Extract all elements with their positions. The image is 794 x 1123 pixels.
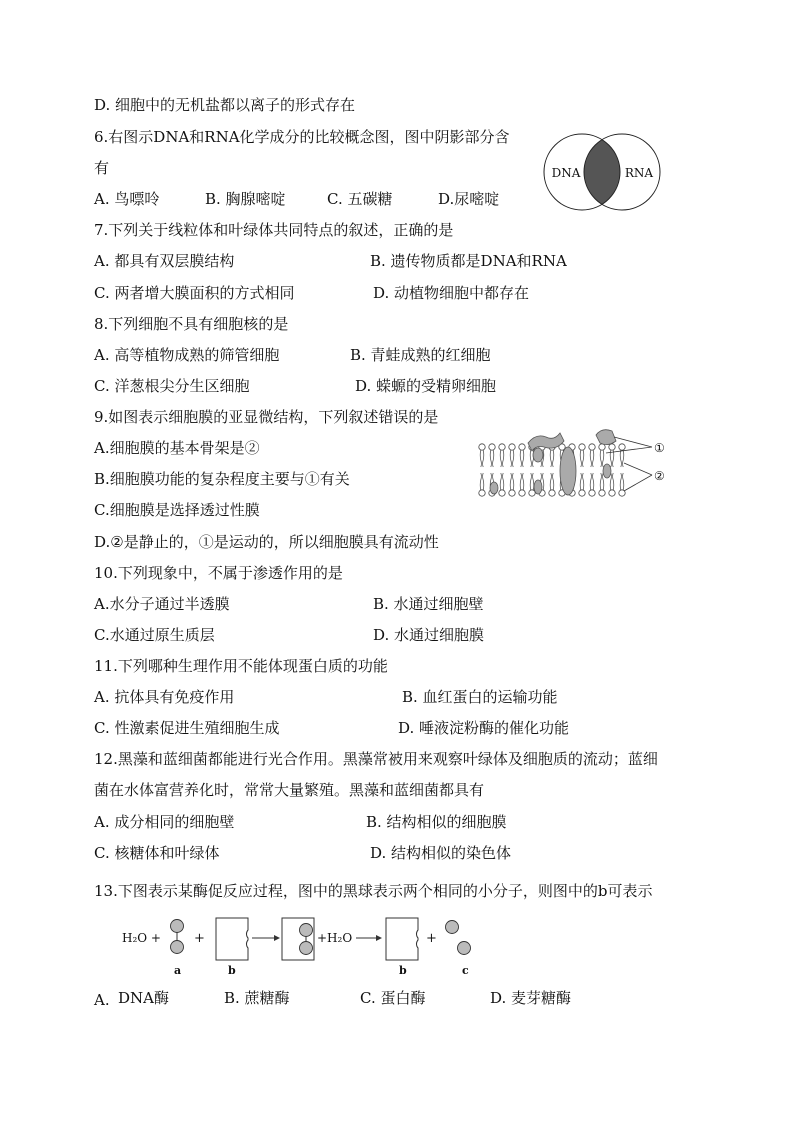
product-c-2 (458, 942, 471, 955)
phospholipid-tail (530, 473, 531, 490)
q7-stem: 7.下列关于线粒体和叶绿体共同特点的叙述，正确的是 (94, 221, 454, 239)
phospholipid-head (519, 444, 525, 450)
plus-2: + (426, 931, 437, 946)
phospholipid-head (609, 490, 615, 496)
phospholipid-tail (523, 473, 524, 490)
phospholipid-tail (480, 473, 481, 490)
phospholipid-tail (500, 473, 501, 490)
phospholipid-head (599, 490, 605, 496)
q9-option-d: D.②是静止的，①是运动的，所以细胞膜具有流动性 (94, 533, 439, 551)
q6-stem: 6.右图示DNA和RNA化学成分的比较概念图，图中阴影部分含 (94, 128, 510, 146)
q11-option-b: B. 血红蛋白的运输功能 (402, 688, 558, 706)
phospholipid-tail (510, 450, 511, 467)
q8-option-a: A. 高等植物成熟的筛管细胞 (94, 346, 280, 364)
phospholipid-tail (590, 450, 591, 467)
phospholipid-head (479, 444, 485, 450)
phospholipid-tail (520, 450, 521, 467)
arrow-1-head (274, 935, 280, 941)
phospholipid-tail (623, 450, 624, 467)
right-protein (603, 464, 611, 478)
q6-option-a: A. 鸟嘌呤 (94, 190, 160, 208)
phospholipid-tail (483, 450, 484, 467)
phospholipid-tail (620, 473, 621, 490)
phospholipid-tail (520, 473, 521, 490)
q13-option-d: D. 麦芽糖酶 (490, 989, 572, 1007)
phospholipid-tail (620, 450, 621, 467)
pointer-line-2a (624, 463, 652, 475)
product-c-1 (446, 921, 459, 934)
phospholipid-head (579, 444, 585, 450)
complex-molecule-top (300, 924, 313, 937)
phospholipid-tail (553, 473, 554, 490)
phospholipid-tail (590, 473, 591, 490)
q6-stem-cont: 有 (94, 159, 110, 177)
q11-option-a: A. 抗体具有免疫作用 (94, 688, 235, 706)
q9-option-a: A.细胞膜的基本骨架是② (94, 439, 260, 457)
phospholipid-tail (603, 450, 604, 467)
phospholipid-head (609, 444, 615, 450)
venn-dna-label: DNA (551, 166, 581, 180)
q12-option-a: A. 成分相同的细胞壁 (94, 813, 235, 831)
glycoprotein-chain (528, 433, 564, 451)
q7-option-d: D. 动植物细胞中都存在 (373, 284, 530, 302)
q8-stem: 8.下列细胞不具有细胞核的是 (94, 315, 289, 333)
phospholipid-head (519, 490, 525, 496)
phospholipid-tail (600, 450, 601, 467)
q7-option-c: C. 两者增大膜面积的方式相同 (94, 284, 295, 302)
label-a: a (174, 964, 182, 977)
phospholipid-tail (523, 450, 524, 467)
q10-stem: 10.下列现象中，不属于渗透作用的是 (94, 564, 343, 582)
q6-option-d: D.尿嘧啶 (438, 190, 500, 208)
water-reactant: H₂O + (122, 931, 161, 945)
transmembrane-protein (560, 447, 576, 495)
plus-1: + (194, 931, 205, 946)
q10-option-c: C.水通过原生质层 (94, 626, 215, 644)
phospholipid-head (489, 444, 495, 450)
phospholipid-tail (553, 450, 554, 467)
phospholipid-head (619, 444, 625, 450)
phospholipid-head (579, 490, 585, 496)
phospholipid-heads-bottom (479, 473, 625, 496)
q13-option-a: DNA酶 (118, 989, 169, 1007)
phospholipid-tail (613, 473, 614, 490)
q11-stem: 11.下列哪种生理作用不能体现蛋白质的功能 (94, 657, 388, 675)
q8-option-b: B. 青蛙成熟的红细胞 (350, 346, 491, 364)
q7-option-b: B. 遗传物质都是DNA和RNA (370, 252, 567, 270)
phospholipid-tail (580, 473, 581, 490)
phospholipid-tail (580, 450, 581, 467)
venn-rna-label: RNA (624, 166, 654, 180)
q13-option-b: B. 蔗糖酶 (224, 989, 290, 1007)
q12-option-b: B. 结构相似的细胞膜 (366, 813, 507, 831)
phospholipid-tail (503, 473, 504, 490)
q12-stem-cont: 菌在水体富营养化时，常常大量繁殖。黑藻和蓝细菌都具有 (94, 781, 485, 799)
q13-option-c: C. 蛋白酶 (360, 989, 426, 1007)
label-c: c (462, 964, 469, 977)
label-b-first: b (228, 964, 236, 977)
phospholipid-tail (600, 473, 601, 490)
phospholipid-tail (593, 450, 594, 467)
q9-option-b: B.细胞膜功能的复杂程度主要与①有关 (94, 470, 350, 488)
q10-option-d: D. 水通过细胞膜 (373, 626, 485, 644)
q11-option-c: C. 性激素促进生殖细胞生成 (94, 719, 280, 737)
bottom-protein (490, 482, 498, 494)
q8-option-d: D. 蝾螈的受精卵细胞 (355, 377, 497, 395)
plus-water: +H₂O (317, 931, 353, 945)
phospholipid-tail (623, 473, 624, 490)
q10-option-a: A.水分子通过半透膜 (94, 595, 230, 613)
surface-protein (533, 448, 543, 462)
label-b-second: b (399, 964, 407, 977)
venn-diagram (540, 132, 664, 212)
phospholipid-head (549, 490, 555, 496)
phospholipid-tail (593, 473, 594, 490)
phospholipid-tail (500, 450, 501, 467)
q13-option-a-letter: A. (94, 991, 110, 1009)
phospholipid-head (499, 490, 505, 496)
phospholipid-tail (530, 450, 531, 467)
phospholipid-tail (503, 450, 504, 467)
phospholipid-tail (613, 450, 614, 467)
q11-option-d: D. 唾液淀粉酶的催化功能 (398, 719, 570, 737)
q6-option-b: B. 胸腺嘧啶 (205, 190, 286, 208)
phospholipid-tail (583, 450, 584, 467)
phospholipid-tail (510, 473, 511, 490)
phospholipid-tail (513, 450, 514, 467)
phospholipid-head (499, 444, 505, 450)
phospholipid-tail (550, 450, 551, 467)
phospholipid-tail (483, 473, 484, 490)
membrane-diagram (476, 425, 676, 505)
enzyme-b-released (386, 918, 418, 960)
complex-molecule-bottom (300, 942, 313, 955)
enzyme-b (216, 918, 248, 960)
q10-option-b: B. 水通过细胞壁 (373, 595, 484, 613)
phospholipid-tail (543, 473, 544, 490)
pointer-line-2b (624, 475, 652, 491)
phospholipid-tail (480, 450, 481, 467)
q12-option-d: D. 结构相似的染色体 (370, 844, 512, 862)
q5-option-d: D. 细胞中的无机盐都以离子的形式存在 (94, 96, 356, 114)
q9-option-c: C.细胞膜是选择透过性膜 (94, 501, 260, 519)
enzyme-reaction-diagram (118, 908, 488, 980)
arrow-2-head (376, 935, 382, 941)
glycoprotein-chain-right (596, 430, 616, 445)
phospholipid-head (509, 444, 515, 450)
phospholipid-head (509, 490, 515, 496)
phospholipid-head (589, 444, 595, 450)
phospholipid-tail (490, 450, 491, 467)
molecule-a-bottom (171, 941, 184, 954)
embedded-protein (534, 480, 542, 494)
q12-stem: 12.黑藻和蓝细菌都能进行光合作用。黑藻常被用来观察叶绿体及细胞质的流动；蓝细 (94, 750, 658, 768)
q9-stem: 9.如图表示细胞膜的亚显微结构，下列叙述错误的是 (94, 408, 439, 426)
label-2: ② (654, 469, 665, 483)
q8-option-c: C. 洋葱根尖分生区细胞 (94, 377, 250, 395)
phospholipid-tail (583, 473, 584, 490)
phospholipid-head (479, 490, 485, 496)
label-1: ① (654, 441, 665, 455)
phospholipid-tail (513, 473, 514, 490)
molecule-a-top (171, 920, 184, 933)
q13-stem: 13.下图表示某酶促反应过程，图中的黑球表示两个相同的小分子，则图中的b可表示 (94, 882, 653, 900)
q6-option-c: C. 五碳糖 (327, 190, 393, 208)
q12-option-c: C. 核糖体和叶绿体 (94, 844, 220, 862)
q7-option-a: A. 都具有双层膜结构 (94, 252, 235, 270)
phospholipid-tail (493, 450, 494, 467)
phospholipid-head (589, 490, 595, 496)
phospholipid-tail (550, 473, 551, 490)
